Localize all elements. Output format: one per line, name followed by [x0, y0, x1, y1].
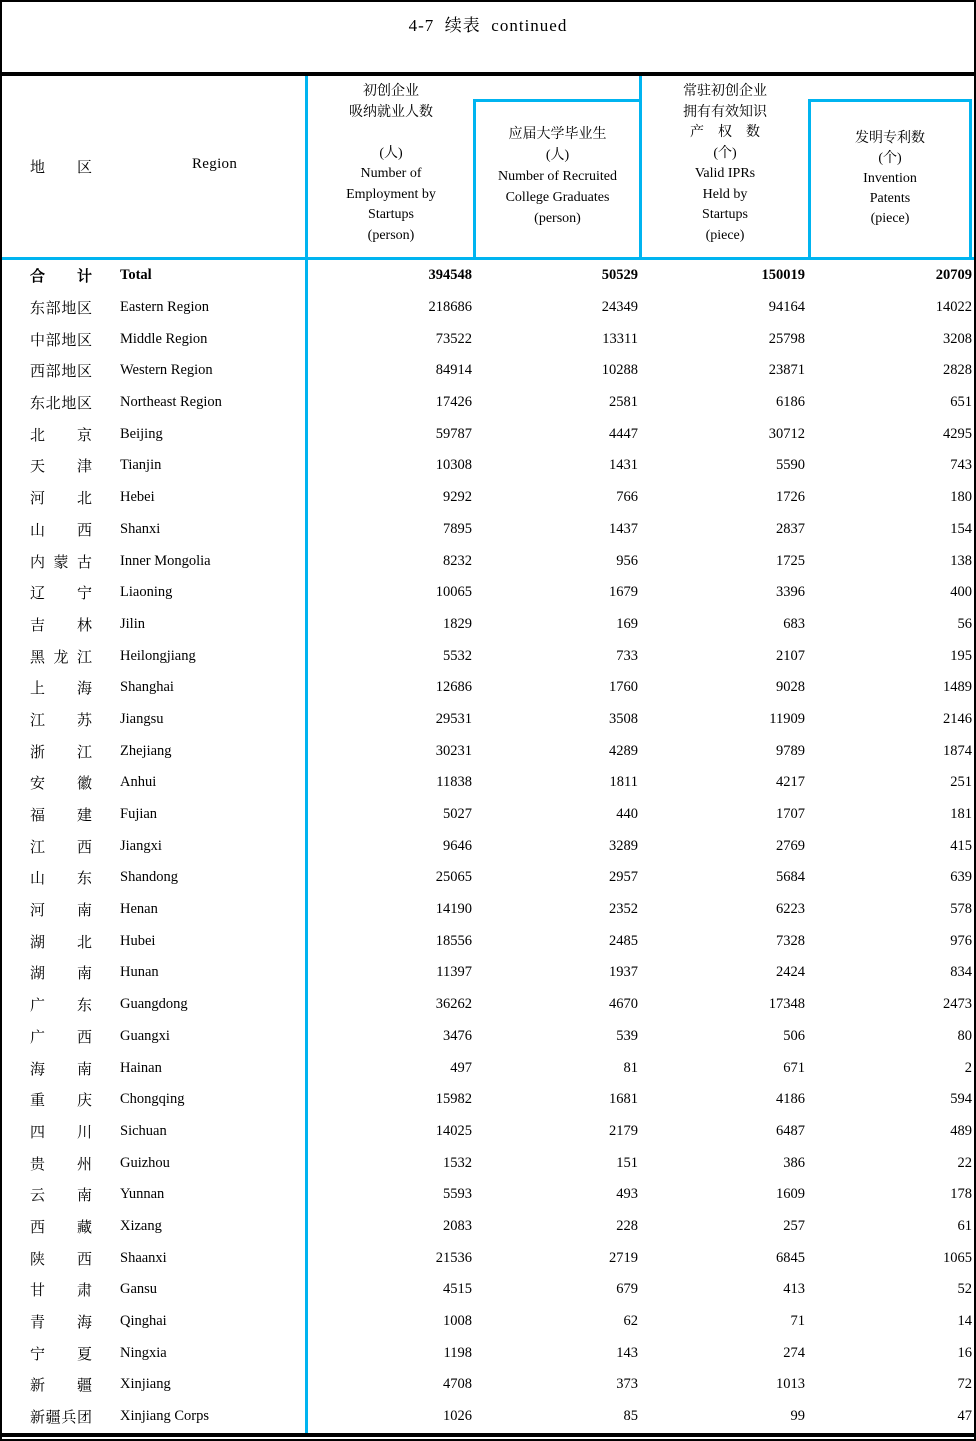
value-recruited-graduates: 1937 [609, 964, 638, 981]
region-name-en: Xizang [120, 1217, 162, 1234]
value-invention-patents: 195 [950, 647, 972, 664]
value-valid-iprs: 9789 [776, 742, 805, 759]
value-employment-by-startups: 25065 [435, 869, 472, 886]
header-line: 应届大学毕业生 [508, 127, 607, 142]
region-name-cn: 陕西 [30, 1251, 92, 1268]
value-employment-by-startups: 15982 [435, 1091, 472, 1108]
region-name-en: Jiangsu [120, 710, 164, 727]
bottom-rule [2, 1433, 974, 1437]
header-line: Held by [702, 186, 748, 202]
table-row [2, 799, 974, 831]
value-recruited-graduates: 13311 [602, 330, 638, 347]
table-row [2, 387, 974, 419]
header-line: (piece) [870, 211, 910, 226]
table-row [2, 609, 974, 641]
region-name-en: Henan [120, 901, 158, 918]
table-row [2, 767, 974, 799]
table-row [2, 292, 974, 324]
value-invention-patents: 72 [957, 1376, 972, 1393]
value-recruited-graduates: 2352 [609, 901, 638, 918]
value-employment-by-startups: 4515 [443, 1281, 472, 1298]
value-invention-patents: 415 [950, 837, 972, 854]
value-recruited-graduates: 1431 [609, 457, 638, 474]
region-name-cn: 云南 [30, 1188, 92, 1205]
table-row [2, 830, 974, 862]
value-valid-iprs: 9028 [776, 679, 805, 696]
region-name-en: Shaanxi [120, 1249, 167, 1266]
value-invention-patents: 651 [950, 394, 972, 411]
header-line: 发明专利数 [855, 131, 925, 146]
table-row [2, 640, 974, 672]
region-name-en: Hebei [120, 489, 155, 506]
value-employment-by-startups: 1008 [443, 1313, 472, 1330]
header-region-en: Region [192, 156, 238, 172]
value-recruited-graduates: 440 [616, 806, 638, 823]
value-recruited-graduates: 679 [616, 1281, 638, 1298]
table-row [2, 482, 974, 514]
region-name-en: Shanxi [120, 520, 161, 537]
value-recruited-graduates: 956 [616, 552, 638, 569]
table-row [2, 450, 974, 482]
region-name-en: Hainan [120, 1059, 162, 1076]
region-name-en: Heilongjiang [120, 647, 196, 664]
value-valid-iprs: 1707 [776, 806, 805, 823]
region-name-en: Qinghai [120, 1313, 167, 1330]
table-row [2, 545, 974, 577]
value-invention-patents: 16 [957, 1344, 972, 1361]
header-line: College Graduates [505, 190, 610, 205]
value-invention-patents: 3208 [943, 330, 972, 347]
region-name-cn: 福建 [30, 808, 92, 825]
value-valid-iprs: 386 [783, 1154, 805, 1171]
region-name-cn: 江苏 [30, 712, 92, 729]
region-name-en: Fujian [120, 806, 158, 823]
table-row [2, 260, 974, 292]
region-name-en: Yunnan [120, 1186, 165, 1203]
table-row [2, 704, 974, 736]
table-row [2, 925, 974, 957]
region-name-cn: 海南 [30, 1061, 92, 1078]
value-employment-by-startups: 14025 [435, 1122, 472, 1139]
region-name-en: Tianjin [120, 457, 162, 474]
region-name-cn: 西部地区 [30, 364, 92, 381]
region-name-en: Shandong [120, 869, 178, 886]
region-name-cn: 天津 [30, 459, 92, 476]
region-name-en: Jilin [120, 615, 145, 632]
value-invention-patents: 594 [950, 1091, 972, 1108]
table-row [2, 862, 974, 894]
value-employment-by-startups: 5532 [443, 647, 472, 664]
value-valid-iprs: 1725 [776, 552, 805, 569]
value-valid-iprs: 6186 [776, 394, 805, 411]
region-name-en: Sichuan [120, 1122, 167, 1139]
value-recruited-graduates: 24349 [601, 299, 638, 316]
value-recruited-graduates: 2957 [609, 869, 638, 886]
value-invention-patents: 251 [950, 774, 972, 791]
table-row [2, 1274, 974, 1306]
table-row [2, 418, 974, 450]
value-recruited-graduates: 2719 [609, 1249, 638, 1266]
region-name-cn: 新疆 [30, 1378, 92, 1395]
value-invention-patents: 14 [957, 1313, 972, 1330]
table-row [2, 1116, 974, 1148]
value-valid-iprs: 1609 [776, 1186, 805, 1203]
region-name-en: Liaoning [120, 584, 173, 601]
value-employment-by-startups: 497 [450, 1059, 472, 1076]
header-region-cell [2, 156, 237, 177]
value-valid-iprs: 99 [790, 1408, 805, 1425]
value-valid-iprs: 30712 [768, 425, 805, 442]
value-employment-by-startups: 29531 [435, 710, 472, 727]
graduates-header-box [473, 99, 642, 260]
header-line: (person) [534, 211, 581, 226]
table-row [2, 1084, 974, 1116]
value-employment-by-startups: 3476 [443, 1027, 472, 1044]
value-valid-iprs: 671 [783, 1059, 805, 1076]
value-recruited-graduates: 1811 [609, 774, 638, 791]
region-name-cn: 甘肃 [30, 1283, 92, 1300]
region-name-cn: 黑龙江 [30, 649, 92, 666]
value-invention-patents: 639 [950, 869, 972, 886]
value-recruited-graduates: 493 [616, 1186, 638, 1203]
value-valid-iprs: 1013 [776, 1376, 805, 1393]
header-line: (个) [878, 151, 902, 166]
region-name-en: Guangxi [120, 1027, 170, 1044]
value-employment-by-startups: 84914 [435, 362, 472, 379]
value-invention-patents: 1874 [943, 742, 972, 759]
value-employment-by-startups: 9646 [443, 837, 472, 854]
region-name-cn: 四川 [30, 1124, 92, 1141]
header-line: (人) [379, 145, 403, 161]
value-recruited-graduates: 766 [616, 489, 638, 506]
value-employment-by-startups: 73522 [435, 330, 472, 347]
region-name-en: Hunan [120, 964, 159, 981]
header-line: (person) [367, 227, 415, 243]
value-employment-by-startups: 4708 [443, 1376, 472, 1393]
region-name-cn: 宁夏 [30, 1346, 92, 1363]
value-valid-iprs: 683 [783, 615, 805, 632]
table-row [2, 514, 974, 546]
region-name-en: Anhui [120, 774, 157, 791]
value-invention-patents: 20709 [935, 267, 972, 284]
header-line: Startups [368, 207, 414, 222]
value-valid-iprs: 2107 [776, 647, 805, 664]
header-line: (个) [713, 145, 737, 161]
value-recruited-graduates: 3508 [609, 710, 638, 727]
region-name-cn: 重庆 [30, 1093, 92, 1110]
region-name-en: Xinjiang [120, 1376, 171, 1393]
value-valid-iprs: 2769 [776, 837, 805, 854]
table-row [2, 1306, 974, 1338]
value-employment-by-startups: 36262 [435, 996, 472, 1013]
header-line: Invention [863, 171, 917, 186]
table-body [2, 260, 974, 1432]
value-valid-iprs: 6487 [776, 1122, 805, 1139]
table-row [2, 577, 974, 609]
value-invention-patents: 61 [957, 1217, 972, 1234]
value-employment-by-startups: 17426 [435, 394, 472, 411]
value-invention-patents: 47 [957, 1408, 972, 1425]
value-employment-by-startups: 21536 [435, 1249, 472, 1266]
header-line: 产 权 数 [690, 125, 760, 140]
region-name-en: Eastern Region [120, 299, 209, 316]
region-name-cn: 浙江 [30, 744, 92, 761]
region-name-cn: 贵州 [30, 1156, 92, 1173]
table-row [2, 355, 974, 387]
region-name-en: Zhejiang [120, 742, 172, 759]
region-name-en: Xinjiang Corps [120, 1408, 210, 1425]
table-row [2, 323, 974, 355]
value-valid-iprs: 257 [783, 1217, 805, 1234]
table-row [2, 1369, 974, 1401]
table-row [2, 957, 974, 989]
value-recruited-graduates: 4289 [609, 742, 638, 759]
table-title: 4-7 续表 continued [408, 16, 568, 35]
value-recruited-graduates: 373 [616, 1376, 638, 1393]
value-valid-iprs: 150019 [761, 267, 805, 284]
value-invention-patents: 2828 [943, 362, 972, 379]
value-invention-patents: 138 [950, 552, 972, 569]
value-valid-iprs: 5590 [776, 457, 805, 474]
value-invention-patents: 180 [950, 489, 972, 506]
region-name-cn: 内蒙古 [30, 554, 92, 571]
value-employment-by-startups: 1026 [443, 1408, 472, 1425]
value-valid-iprs: 25798 [768, 330, 805, 347]
value-employment-by-startups: 10308 [435, 457, 472, 474]
value-valid-iprs: 3396 [776, 584, 805, 601]
header-region-cn: 地区 [30, 160, 92, 176]
value-recruited-graduates: 62 [623, 1313, 638, 1330]
value-valid-iprs: 2424 [776, 964, 805, 981]
value-employment-by-startups: 394548 [428, 267, 472, 284]
value-recruited-graduates: 85 [623, 1408, 638, 1425]
value-employment-by-startups: 12686 [435, 679, 472, 696]
value-invention-patents: 4295 [943, 425, 972, 442]
value-recruited-graduates: 228 [616, 1217, 638, 1234]
region-name-en: Western Region [120, 362, 213, 379]
table-row [2, 1052, 974, 1084]
value-valid-iprs: 413 [783, 1281, 805, 1298]
value-employment-by-startups: 5027 [443, 806, 472, 823]
region-name-en: Shanghai [120, 679, 174, 696]
region-name-cn: 合计 [30, 269, 92, 286]
header-line: Number of [360, 166, 422, 181]
value-valid-iprs: 11909 [769, 710, 805, 727]
value-employment-by-startups: 10065 [435, 584, 472, 601]
value-valid-iprs: 17348 [768, 996, 805, 1013]
value-invention-patents: 2473 [943, 996, 972, 1013]
header-line [309, 123, 473, 144]
region-name-cn: 山西 [30, 522, 92, 539]
value-employment-by-startups: 2083 [443, 1217, 472, 1234]
value-invention-patents: 400 [950, 584, 972, 601]
value-employment-by-startups: 1532 [443, 1154, 472, 1171]
value-employment-by-startups: 8232 [443, 552, 472, 569]
value-valid-iprs: 6223 [776, 901, 805, 918]
value-invention-patents: 2146 [943, 710, 972, 727]
value-recruited-graduates: 169 [616, 615, 638, 632]
region-name-cn: 新疆兵团 [30, 1410, 92, 1427]
patents-header-box [808, 99, 972, 260]
value-recruited-graduates: 1760 [609, 679, 638, 696]
value-recruited-graduates: 1437 [609, 520, 638, 537]
table-row [2, 1147, 974, 1179]
value-employment-by-startups: 59787 [435, 425, 472, 442]
table-row [2, 1021, 974, 1053]
value-invention-patents: 976 [950, 932, 972, 949]
table-row [2, 1401, 974, 1433]
region-name-cn: 广东 [30, 998, 92, 1015]
header-line: 常驻初创企业 [683, 84, 767, 99]
table-row [2, 989, 974, 1021]
table-row [2, 672, 974, 704]
value-valid-iprs: 1726 [776, 489, 805, 506]
region-name-cn: 北京 [30, 427, 92, 444]
value-invention-patents: 154 [950, 520, 972, 537]
table-row [2, 1337, 974, 1369]
value-invention-patents: 56 [957, 615, 972, 632]
value-invention-patents: 14022 [935, 299, 972, 316]
value-recruited-graduates: 4670 [609, 996, 638, 1013]
value-employment-by-startups: 7895 [443, 520, 472, 537]
region-name-cn: 江西 [30, 839, 92, 856]
region-name-en: Middle Region [120, 330, 208, 347]
value-invention-patents: 52 [957, 1281, 972, 1298]
header-line: Patents [869, 191, 911, 206]
region-name-cn: 东北地区 [30, 396, 92, 413]
value-valid-iprs: 506 [783, 1027, 805, 1044]
value-recruited-graduates: 81 [623, 1059, 638, 1076]
value-valid-iprs: 4217 [776, 774, 805, 791]
header-line: Number of Recruited [498, 169, 617, 184]
header-col-employment [309, 82, 473, 246]
region-name-cn: 湖北 [30, 934, 92, 951]
region-name-en: Gansu [120, 1281, 158, 1298]
value-employment-by-startups: 30231 [435, 742, 472, 759]
table-row [2, 1179, 974, 1211]
value-valid-iprs: 23871 [768, 362, 805, 379]
region-name-cn: 河北 [30, 491, 92, 508]
value-recruited-graduates: 539 [616, 1027, 638, 1044]
value-invention-patents: 743 [950, 457, 972, 474]
header-line: (piece) [705, 227, 745, 243]
header-column-divider [639, 76, 642, 260]
region-name-cn: 青海 [30, 1315, 92, 1332]
region-name-cn: 中部地区 [30, 332, 92, 349]
region-name-en: Hubei [120, 932, 156, 949]
region-name-en: Ningxia [120, 1344, 167, 1361]
value-recruited-graduates: 4447 [609, 425, 638, 442]
value-recruited-graduates: 2581 [609, 394, 638, 411]
region-name-cn: 东部地区 [30, 301, 92, 318]
region-name-en: Total [120, 267, 152, 284]
region-name-cn: 安徽 [30, 776, 92, 793]
value-recruited-graduates: 1679 [609, 584, 638, 601]
value-employment-by-startups: 1198 [443, 1344, 472, 1361]
region-name-en: Beijing [120, 425, 163, 442]
value-recruited-graduates: 1681 [609, 1091, 638, 1108]
value-employment-by-startups: 11397 [436, 964, 472, 981]
region-name-cn: 湖南 [30, 966, 92, 983]
region-name-cn: 上海 [30, 681, 92, 698]
header-line: Employment by [346, 186, 436, 202]
header-col-iprs [645, 82, 805, 246]
top-rule [2, 72, 974, 76]
value-valid-iprs: 5684 [776, 869, 805, 886]
region-name-cn: 河南 [30, 903, 92, 920]
value-employment-by-startups: 9292 [443, 489, 472, 506]
value-employment-by-startups: 1829 [443, 615, 472, 632]
value-invention-patents: 178 [950, 1186, 972, 1203]
value-employment-by-startups: 218686 [428, 299, 472, 316]
value-valid-iprs: 2837 [776, 520, 805, 537]
header-line: Valid IPRs [694, 166, 756, 181]
value-valid-iprs: 7328 [776, 932, 805, 949]
region-name-en: Jiangxi [120, 837, 162, 854]
value-valid-iprs: 6845 [776, 1249, 805, 1266]
region-name-en: Northeast Region [120, 394, 222, 411]
header-line: (人) [545, 148, 570, 163]
region-name-cn: 广西 [30, 1029, 92, 1046]
region-name-cn: 吉林 [30, 617, 92, 634]
value-recruited-graduates: 10288 [601, 362, 638, 379]
value-invention-patents: 834 [950, 964, 972, 981]
value-invention-patents: 1489 [943, 679, 972, 696]
value-recruited-graduates: 50529 [601, 267, 638, 284]
value-employment-by-startups: 18556 [435, 932, 472, 949]
header-line: 拥有有效知识 [683, 104, 767, 120]
value-valid-iprs: 274 [783, 1344, 805, 1361]
header-line: 初创企业 [363, 84, 419, 99]
table-row [2, 735, 974, 767]
value-invention-patents: 1065 [943, 1249, 972, 1266]
header-line: Startups [702, 207, 748, 222]
region-name-en: Chongqing [120, 1091, 185, 1108]
region-name-cn: 辽宁 [30, 586, 92, 603]
region-name-en: Guangdong [120, 996, 188, 1013]
table-row [2, 894, 974, 926]
value-recruited-graduates: 2179 [609, 1122, 638, 1139]
value-recruited-graduates: 733 [616, 647, 638, 664]
value-recruited-graduates: 3289 [609, 837, 638, 854]
value-employment-by-startups: 14190 [435, 901, 472, 918]
value-valid-iprs: 94164 [768, 299, 805, 316]
value-invention-patents: 181 [950, 806, 972, 823]
region-name-cn: 西藏 [30, 1219, 92, 1236]
value-recruited-graduates: 151 [616, 1154, 638, 1171]
region-name-cn: 山东 [30, 871, 92, 888]
header-line: 吸纳就业人数 [349, 104, 433, 120]
table-row [2, 1242, 974, 1274]
value-valid-iprs: 71 [790, 1313, 805, 1330]
value-invention-patents: 80 [957, 1027, 972, 1044]
value-invention-patents: 2 [964, 1059, 972, 1076]
value-employment-by-startups: 5593 [443, 1186, 472, 1203]
value-employment-by-startups: 11838 [436, 774, 472, 791]
value-invention-patents: 22 [957, 1154, 972, 1171]
value-invention-patents: 578 [950, 901, 972, 918]
value-recruited-graduates: 2485 [609, 932, 638, 949]
value-valid-iprs: 4186 [776, 1091, 805, 1108]
region-name-en: Inner Mongolia [120, 552, 211, 569]
value-recruited-graduates: 143 [616, 1344, 638, 1361]
value-invention-patents: 489 [950, 1122, 972, 1139]
region-name-en: Guizhou [120, 1154, 170, 1171]
table-row [2, 1211, 974, 1243]
